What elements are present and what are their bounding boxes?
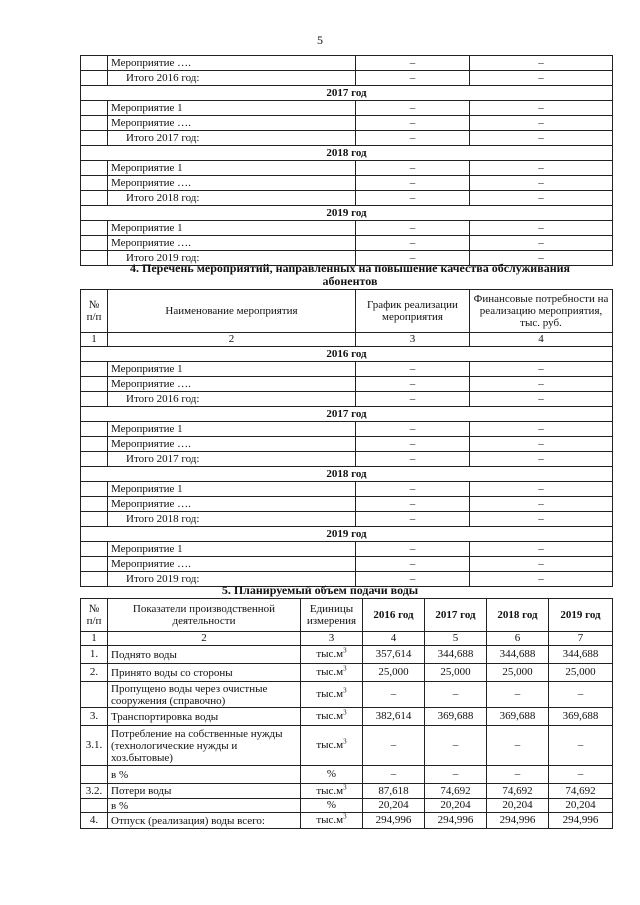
year-header: 2019 год <box>81 527 613 542</box>
row-number-cell <box>81 542 108 557</box>
year-row <box>81 407 613 422</box>
year-header: 2017 год <box>81 86 613 101</box>
indicator-name: Транспортировка воды <box>108 708 301 726</box>
unit-text: тыс.м <box>316 688 344 700</box>
year-header: 2017 год <box>81 407 613 422</box>
row-number: 3.2. <box>81 784 108 799</box>
column-number: 7 <box>549 632 613 646</box>
activity-name: Мероприятие 1 <box>108 542 356 557</box>
schedule-cell: – <box>356 512 470 527</box>
schedule-cell: – <box>356 176 470 191</box>
column-number: 1 <box>81 333 108 347</box>
unit-cell <box>301 682 363 708</box>
value-cell: – <box>363 726 425 766</box>
activity-name: Мероприятие …. <box>108 497 356 512</box>
column-number: 5 <box>425 632 487 646</box>
table-row <box>81 392 613 407</box>
finance-cell: – <box>470 131 613 146</box>
table-row <box>81 799 613 813</box>
finance-cell: – <box>470 437 613 452</box>
unit-exponent: 3 <box>343 708 347 717</box>
value-cell: 74,692 <box>549 784 613 799</box>
row-number-cell <box>81 377 108 392</box>
table-row <box>81 708 613 726</box>
row-number: 4. <box>81 813 108 829</box>
activity-name: Мероприятие 1 <box>108 422 356 437</box>
value-cell: 369,688 <box>487 708 549 726</box>
unit-cell <box>301 784 363 799</box>
activity-name: Мероприятие …. <box>108 236 356 251</box>
value-cell: 369,688 <box>549 708 613 726</box>
row-number-cell <box>81 116 108 131</box>
unit-cell <box>301 726 363 766</box>
activity-name: Мероприятие 1 <box>108 161 356 176</box>
row-number <box>81 682 108 708</box>
activity-name: Мероприятие 1 <box>108 362 356 377</box>
row-number-cell <box>81 557 108 572</box>
row-number-cell <box>81 251 108 266</box>
row-number: 3.1. <box>81 726 108 766</box>
year-row <box>81 206 613 221</box>
unit-cell <box>301 813 363 829</box>
indicator-name: Отпуск (реализация) воды всего: <box>108 813 301 829</box>
year-row <box>81 347 613 362</box>
value-cell: 74,692 <box>487 784 549 799</box>
value-cell: 344,688 <box>487 646 549 664</box>
finance-cell: – <box>470 377 613 392</box>
row-number-cell <box>81 422 108 437</box>
finance-cell: – <box>470 221 613 236</box>
row-number: 3. <box>81 708 108 726</box>
value-cell: 294,996 <box>549 813 613 829</box>
column-header: № п/п <box>81 290 108 333</box>
finance-cell: – <box>470 542 613 557</box>
finance-cell: – <box>470 497 613 512</box>
schedule-cell: – <box>356 251 470 266</box>
column-header: 2017 год <box>425 599 487 632</box>
row-number-cell <box>81 512 108 527</box>
table-row <box>81 176 613 191</box>
row-number-cell <box>81 221 108 236</box>
activity-name: Мероприятие …. <box>108 56 356 71</box>
table-row <box>81 101 613 116</box>
indicator-name: Принято воды со стороны <box>108 664 301 682</box>
row-number-cell <box>81 362 108 377</box>
column-header: График реализации мероприятия <box>356 290 470 333</box>
row-number-cell <box>81 452 108 467</box>
row-number-cell <box>81 392 108 407</box>
schedule-cell: – <box>356 437 470 452</box>
column-header: 2016 год <box>363 599 425 632</box>
unit-text: тыс.м <box>316 814 344 826</box>
schedule-cell: – <box>356 116 470 131</box>
finance-cell: – <box>470 56 613 71</box>
service-quality-table <box>80 289 613 587</box>
column-number-row <box>81 333 613 347</box>
finance-cell: – <box>470 236 613 251</box>
row-number-cell <box>81 437 108 452</box>
row-number-cell <box>81 131 108 146</box>
value-cell: – <box>487 766 549 784</box>
water-supply-table <box>80 598 613 829</box>
finance-cell: – <box>470 512 613 527</box>
row-number-cell <box>81 236 108 251</box>
row-number-cell <box>81 482 108 497</box>
table-row <box>81 116 613 131</box>
column-number: 4 <box>363 632 425 646</box>
total-label: Итого 2016 год: <box>108 392 356 407</box>
indicator-name: Потребление на собственные нужды (технологические нужды и хоз.бытовые) <box>108 726 301 766</box>
total-label: Итого 2016 год: <box>108 71 356 86</box>
finance-cell: – <box>470 191 613 206</box>
value-cell: – <box>549 682 613 708</box>
value-cell: 357,614 <box>363 646 425 664</box>
value-cell: – <box>425 726 487 766</box>
schedule-cell: – <box>356 56 470 71</box>
row-number <box>81 766 108 784</box>
table-row <box>81 71 613 86</box>
schedule-cell: – <box>356 542 470 557</box>
value-cell: 20,204 <box>425 799 487 813</box>
unit-text: тыс.м <box>316 666 344 678</box>
value-cell: 382,614 <box>363 708 425 726</box>
value-cell: – <box>425 766 487 784</box>
column-header: 2018 год <box>487 599 549 632</box>
indicator-name: Поднято воды <box>108 646 301 664</box>
row-number-cell <box>81 497 108 512</box>
table-row <box>81 161 613 176</box>
column-number-row <box>81 632 613 646</box>
total-label: Итого 2017 год: <box>108 452 356 467</box>
activity-name: Мероприятие 1 <box>108 221 356 236</box>
value-cell: 294,996 <box>425 813 487 829</box>
table-row <box>81 56 613 71</box>
year-row <box>81 86 613 101</box>
finance-cell: – <box>470 482 613 497</box>
table-row <box>81 482 613 497</box>
schedule-cell: – <box>356 101 470 116</box>
row-number-cell <box>81 56 108 71</box>
year-header: 2018 год <box>81 467 613 482</box>
activities-table-top <box>80 55 613 266</box>
activity-name: Мероприятие 1 <box>108 101 356 116</box>
finance-cell: – <box>470 362 613 377</box>
unit-cell: % <box>301 766 363 784</box>
value-cell: 344,688 <box>549 646 613 664</box>
schedule-cell: – <box>356 131 470 146</box>
value-cell: 87,618 <box>363 784 425 799</box>
row-number-cell <box>81 101 108 116</box>
total-label: Итого 2018 год: <box>108 512 356 527</box>
row-number-cell <box>81 71 108 86</box>
year-row <box>81 467 613 482</box>
activity-name: Мероприятие …. <box>108 116 356 131</box>
table-row <box>81 813 613 829</box>
finance-cell: – <box>470 422 613 437</box>
schedule-cell: – <box>356 572 470 587</box>
column-header: Единицы измерения <box>301 599 363 632</box>
unit-text: тыс.м <box>316 648 344 660</box>
table-row <box>81 452 613 467</box>
row-number-cell <box>81 161 108 176</box>
table-row <box>81 221 613 236</box>
table-row <box>81 437 613 452</box>
finance-cell: – <box>470 71 613 86</box>
year-header: 2019 год <box>81 206 613 221</box>
total-label: Итого 2018 год: <box>108 191 356 206</box>
column-number: 4 <box>470 333 613 347</box>
finance-cell: – <box>470 251 613 266</box>
unit-cell <box>301 708 363 726</box>
table-row <box>81 512 613 527</box>
column-header: Наименование мероприятия <box>108 290 356 333</box>
schedule-cell: – <box>356 422 470 437</box>
table-row <box>81 682 613 708</box>
unit-cell <box>301 646 363 664</box>
table-row <box>81 497 613 512</box>
section4-heading: 4. Перечень мероприятий, направленных на повышение качества обслуживания абонентов <box>129 261 571 288</box>
value-cell: 294,996 <box>363 813 425 829</box>
schedule-cell: – <box>356 161 470 176</box>
row-number: 1. <box>81 646 108 664</box>
row-number: 2. <box>81 664 108 682</box>
header-row <box>81 290 613 333</box>
column-number: 1 <box>81 632 108 646</box>
total-label: Итого 2019 год: <box>108 251 356 266</box>
activity-name: Мероприятие …. <box>108 437 356 452</box>
unit-exponent: 3 <box>343 686 347 695</box>
table-row <box>81 726 613 766</box>
year-header: 2018 год <box>81 146 613 161</box>
value-cell: – <box>549 726 613 766</box>
unit-text: тыс.м <box>316 710 344 722</box>
value-cell: 25,000 <box>425 664 487 682</box>
header-row <box>81 599 613 632</box>
schedule-cell: – <box>356 221 470 236</box>
total-label: Итого 2017 год: <box>108 131 356 146</box>
table-row <box>81 766 613 784</box>
schedule-cell: – <box>356 452 470 467</box>
value-cell: – <box>487 682 549 708</box>
finance-cell: – <box>470 176 613 191</box>
table-row <box>81 542 613 557</box>
column-header: № п/п <box>81 599 108 632</box>
value-cell: 294,996 <box>487 813 549 829</box>
table-row <box>81 377 613 392</box>
year-header: 2016 год <box>81 347 613 362</box>
schedule-cell: – <box>356 557 470 572</box>
value-cell: 20,204 <box>363 799 425 813</box>
schedule-cell: – <box>356 71 470 86</box>
total-label: Итого 2019 год: <box>108 572 356 587</box>
finance-cell: – <box>470 101 613 116</box>
value-cell: 25,000 <box>363 664 425 682</box>
value-cell: 25,000 <box>487 664 549 682</box>
value-cell: – <box>425 682 487 708</box>
value-cell: 74,692 <box>425 784 487 799</box>
indicator-name: в % <box>108 799 301 813</box>
column-header: Показатели производственной деятельности <box>108 599 301 632</box>
activity-name: Мероприятие 1 <box>108 482 356 497</box>
indicator-name: Пропущено воды через очистные сооружения (справочно) <box>108 682 301 708</box>
value-cell: – <box>363 682 425 708</box>
schedule-cell: – <box>356 362 470 377</box>
schedule-cell: – <box>356 482 470 497</box>
finance-cell: – <box>470 557 613 572</box>
schedule-cell: – <box>356 377 470 392</box>
value-cell: 20,204 <box>549 799 613 813</box>
finance-cell: – <box>470 161 613 176</box>
section5-heading: 5. Планируемый объем подачи воды <box>221 583 419 597</box>
value-cell: 369,688 <box>425 708 487 726</box>
value-cell: – <box>549 766 613 784</box>
value-cell: 25,000 <box>549 664 613 682</box>
column-header: Финансовые потребности на реализацию мероприятия, тыс. руб. <box>470 290 613 333</box>
column-number: 3 <box>301 632 363 646</box>
column-number: 3 <box>356 333 470 347</box>
schedule-cell: – <box>356 392 470 407</box>
table-row <box>81 422 613 437</box>
activity-name: Мероприятие …. <box>108 557 356 572</box>
column-number: 2 <box>108 632 301 646</box>
unit-exponent: 3 <box>343 737 347 746</box>
unit-cell: % <box>301 799 363 813</box>
year-row <box>81 527 613 542</box>
column-number: 2 <box>108 333 356 347</box>
unit-text: тыс.м <box>316 784 344 797</box>
unit-exponent: 3 <box>343 646 347 655</box>
column-header: 2019 год <box>549 599 613 632</box>
unit-text: тыс.м <box>316 739 344 751</box>
table-row <box>81 646 613 664</box>
table-row <box>81 362 613 377</box>
schedule-cell: – <box>356 497 470 512</box>
value-cell: – <box>363 766 425 784</box>
table-row <box>81 191 613 206</box>
table-row <box>81 557 613 572</box>
activity-name: Мероприятие …. <box>108 377 356 392</box>
schedule-cell: – <box>356 236 470 251</box>
row-number-cell <box>81 191 108 206</box>
unit-cell <box>301 664 363 682</box>
table-row <box>81 236 613 251</box>
finance-cell: – <box>470 392 613 407</box>
value-cell: 344,688 <box>425 646 487 664</box>
row-number-cell <box>81 176 108 191</box>
value-cell: – <box>487 726 549 766</box>
finance-cell: – <box>470 452 613 467</box>
indicator-name: в % <box>108 766 301 784</box>
table-row <box>81 131 613 146</box>
indicator-name: Потери воды <box>108 784 301 799</box>
schedule-cell: – <box>356 191 470 206</box>
value-cell: 20,204 <box>487 799 549 813</box>
activity-name: Мероприятие …. <box>108 176 356 191</box>
table-row <box>81 784 613 799</box>
year-row <box>81 146 613 161</box>
column-number: 6 <box>487 632 549 646</box>
table-row <box>81 664 613 682</box>
row-number <box>81 799 108 813</box>
unit-exponent: 3 <box>343 812 347 821</box>
page-number: 5 <box>317 33 323 47</box>
finance-cell: – <box>470 572 613 587</box>
unit-exponent: 3 <box>343 664 347 673</box>
finance-cell: – <box>470 116 613 131</box>
unit-exponent: 3 <box>343 783 347 791</box>
